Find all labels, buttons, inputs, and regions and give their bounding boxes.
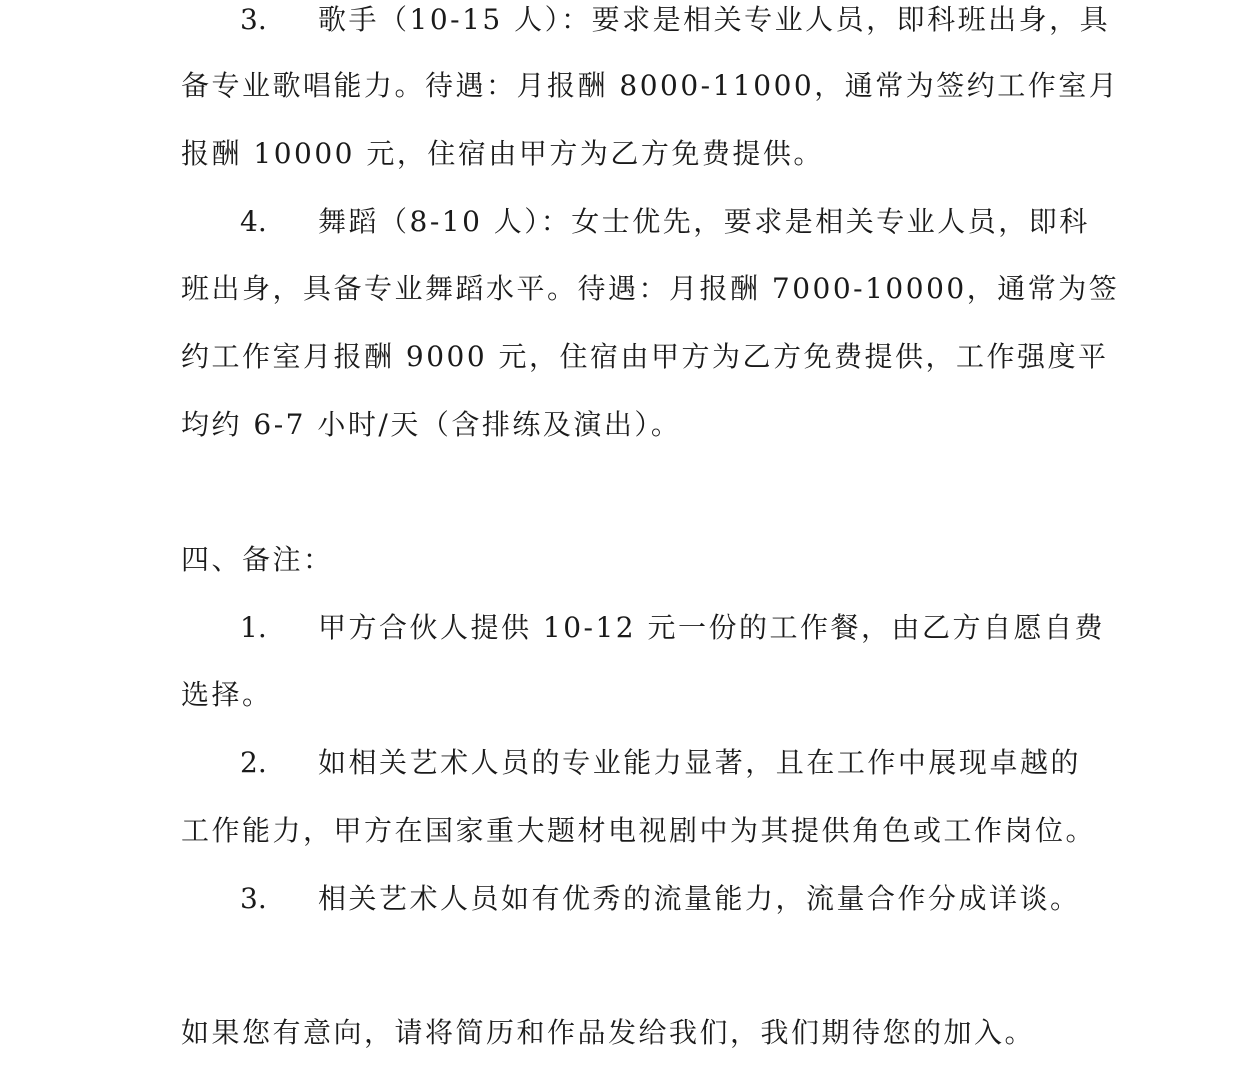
item-4-text-1: 舞蹈（8-10 人）：女士优先，要求是相关专业人员，即科 <box>318 205 1090 238</box>
note-3-line-1 <box>240 879 1081 919</box>
note-1-number: 1. <box>240 611 267 644</box>
note-1-line-2: 选择。 <box>181 678 273 711</box>
item-3-line-2: 备专业歌唱能力。待遇：月报酬 8000-11000，通常为签约工作室月 <box>181 69 1120 102</box>
closing-text: 如果您有意向，请将简历和作品发给我们，我们期待您的加入。 <box>181 1016 1036 1049</box>
item-4-line-3: 约工作室月报酬 9000 元，住宿由甲方为乙方免费提供，工作强度平 <box>181 340 1109 373</box>
note-2-line-2: 工作能力，甲方在国家重大题材电视剧中为其提供角色或工作岗位。 <box>181 814 1097 847</box>
item-3-line-1 <box>240 0 1111 40</box>
item-3-number: 3. <box>240 3 267 36</box>
note-1-text-1: 甲方合伙人提供 10-12 元一份的工作餐，由乙方自愿自费 <box>318 611 1106 644</box>
note-1-line-1 <box>240 608 1106 648</box>
item-3-line-3: 报酬 10000 元，住宿由甲方为乙方免费提供。 <box>181 137 824 170</box>
note-2-line-1 <box>240 743 1081 783</box>
note-2-number: 2. <box>240 746 267 779</box>
item-4-number: 4. <box>240 205 267 238</box>
note-3-text-1: 相关艺术人员如有优秀的流量能力，流量合作分成详谈。 <box>318 882 1081 915</box>
item-4-line-4: 均约 6-7 小时/天（含排练及演出）。 <box>181 408 682 441</box>
item-4-line-2: 班出身，具备专业舞蹈水平。待遇：月报酬 7000-10000，通常为签 <box>181 272 1120 305</box>
note-3-number: 3. <box>240 882 267 915</box>
item-3-text-1: 歌手（10-15 人）：要求是相关专业人员，即科班出身，具 <box>318 3 1111 36</box>
note-2-text-1: 如相关艺术人员的专业能力显著，且在工作中展现卓越的 <box>318 746 1081 779</box>
item-4-line-1 <box>240 202 1090 242</box>
section-4-heading: 四、备注： <box>181 543 334 576</box>
